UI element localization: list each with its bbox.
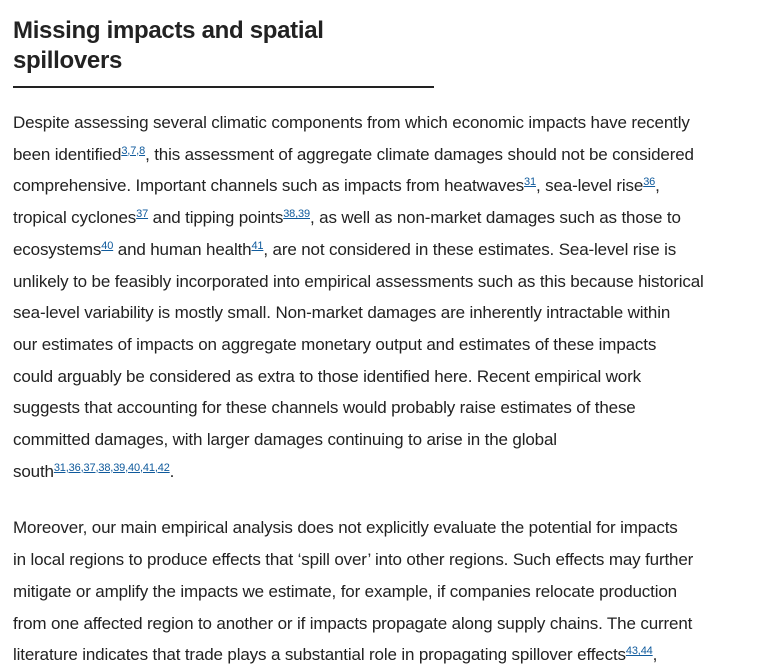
text-run: in local regions to produce effects that ‘spill over’ into other regions. Such effects may further [13,550,694,570]
text-run: , are not considered in these estimates. Sea-level rise is [263,239,677,259]
citation-link[interactable]: 40 [101,239,114,252]
article-section [13,0,765,671]
citation-link[interactable]: 41 [251,239,264,252]
text-run: unlikely to be feasibly incorporated into empirical assessments such as this because historical [13,271,704,291]
text-run: , sea-level rise [535,176,644,196]
text-run: our estimates of impacts on aggregate monetary output and estimates of these impacts [13,334,657,354]
text-line [13,139,765,171]
text-run: committed damages, with larger damages continuing to arise in the global [13,430,557,450]
paragraph-spillovers [13,512,765,671]
citation-link[interactable]: 31,36,37,38,39,40,41,42 [53,461,170,474]
text-run: and tipping points [148,208,284,228]
paragraph-missing-impacts [13,107,765,487]
citation-link[interactable]: 43,44 [625,645,653,658]
text-run: could arguably be considered as extra to those identified here. Recent empirical work [13,366,641,386]
text-run: ecosystems [13,239,102,259]
text-run: , this assessment of aggregate climate damages should not be considered [145,144,694,164]
text-run: comprehensive. Important channels such as impacts from heatwaves [13,176,525,196]
text-line [13,234,765,266]
text-run: , [655,176,660,196]
citation-link[interactable]: 31 [524,176,536,189]
text-line [13,202,765,234]
citation-link[interactable]: 38,39 [283,208,310,221]
text-run: , [652,645,658,665]
text-run: and human health [113,239,252,259]
text-line [13,456,765,488]
text-line [13,512,765,544]
text-run: literature indicates that trade plays a substantial role in propagating spillover effects [13,645,626,665]
text-line [13,170,765,202]
text-run: . [169,461,175,481]
text-run: Despite assessing several climatic components from which economic impacts have recently [13,113,690,132]
text-run: from one affected region to another or if impacts propagate along supply chains. The current [13,613,693,633]
text-line [13,107,765,139]
text-line [13,361,765,393]
text-line [13,424,765,456]
citation-link[interactable]: 3,7,8 [121,144,146,157]
text-line [13,392,765,424]
text-run: sea-level variability is mostly small. Non-market damages are inherently intractable within [13,303,671,323]
text-line [13,329,765,361]
text-run: south [13,461,54,481]
text-line [13,608,765,640]
citation-link[interactable]: 36 [643,176,656,189]
text-run: tropical cyclones [13,208,137,228]
text-run: suggests that accounting for these channels would probably raise estimates of these [13,398,636,418]
text-line [13,576,765,608]
text-line [13,297,765,329]
text-run: mitigate or amplify the impacts we estimate, for example, if companies relocate production [13,581,677,601]
citation-link[interactable]: 37 [136,208,149,221]
section-heading: Missing impacts and spatial spillovers [13,0,434,88]
text-run: Moreover, our main empirical analysis does not explicitly evaluate the potential for impacts [13,518,678,538]
text-run: been identified [13,144,122,164]
text-run: , as well as non-market damages such as those to [310,208,681,228]
text-line [13,544,765,576]
text-line [13,266,765,298]
text-line [13,639,765,671]
